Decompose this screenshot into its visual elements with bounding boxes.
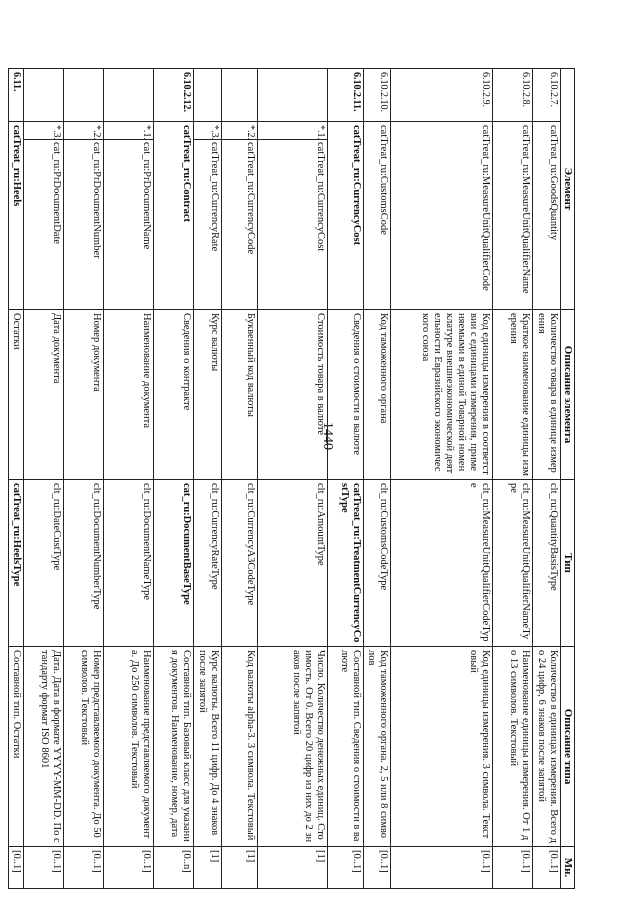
type-cell: cat_ru:DocumentBaseType — [154, 480, 194, 647]
element-desc-cell: Остатки — [9, 310, 24, 480]
type-cell: catTreat_ru:HeelsType — [9, 480, 24, 647]
header-mult: Мн. — [561, 847, 575, 889]
table-row — [493, 69, 533, 889]
element-desc-cell: Номер документа — [64, 310, 104, 480]
element-name-cell: catTreat_ru:GoodsQuantity — [533, 122, 561, 310]
sub-number-cell: *.1. — [258, 122, 328, 140]
element-name-cell: catTreat_ru:CurrencyCode — [222, 140, 258, 310]
row-number-cell — [104, 69, 154, 122]
sub-number-cell: *.1. — [104, 122, 154, 140]
type-desc-cell: Наименование единицы измерения. От 1 до 13 символов. Текстовый — [493, 647, 533, 847]
type-cell: clt_ru:CustomsCodeType — [364, 480, 391, 647]
mult-cell: [1] — [194, 847, 222, 889]
type-desc-cell: Код единицы измерения. 3 символа. Текстовый — [391, 647, 493, 847]
type-desc-cell: Наименование представляемого документа. До 250 символов. Текстовый — [104, 647, 154, 847]
type-cell: clt_ru:QuantityBasisType — [533, 480, 561, 647]
row-number-cell — [222, 69, 258, 122]
spec-table — [8, 68, 575, 889]
mult-cell: [0..1] — [533, 847, 561, 889]
mult-cell: [0..1] — [364, 847, 391, 889]
row-number-cell: 6.10.2.9. — [391, 69, 493, 122]
type-desc-cell: Курс валюты. Всего 11 цифр. До 4 знаков после запятой — [194, 647, 222, 847]
table-row — [364, 69, 391, 889]
element-name-cell: cat_ru:PrDocumentName — [104, 140, 154, 310]
table-body — [9, 69, 561, 889]
table-row — [104, 69, 154, 889]
element-desc-cell: Краткое наименование единицы измерения — [493, 310, 533, 480]
type-desc-cell: Составной тип. Остатки — [9, 647, 24, 847]
type-desc-cell: Число. Количество денежных единиц. Стоимость. От 0. Всего 20 цифр из них до 2 знаков после запятой — [258, 647, 328, 847]
row-number-cell — [24, 69, 64, 122]
table-row — [391, 69, 493, 889]
type-desc-cell: Дата. Дата в формате YYYY-MM-DD. По стандарту формат ISO 8601 — [24, 647, 64, 847]
element-desc-cell: Дата документа — [24, 310, 64, 480]
element-desc-cell: Стоимость товара в валюте — [258, 310, 328, 480]
row-number-cell — [64, 69, 104, 122]
element-desc-cell: Буквенный код валюты — [222, 310, 258, 480]
element-desc-cell: Наименование документа — [104, 310, 154, 480]
sub-number-cell: *.3. — [194, 122, 222, 140]
sub-number-cell: *.2. — [222, 122, 258, 140]
element-desc-cell: Количество товара в единице измерения — [533, 310, 561, 480]
row-number-cell: 6.10.2.7. — [533, 69, 561, 122]
table-row — [64, 69, 104, 889]
mult-cell: [0..1] — [104, 847, 154, 889]
type-desc-cell: Код валюты alpha-3. 3 символа. Текстовый — [222, 647, 258, 847]
element-desc-cell: Код таможенного органа — [364, 310, 391, 480]
type-cell: catTreat_ru:TreatmentCurrencyCostType — [328, 480, 364, 647]
element-desc-cell: Курс валюты — [194, 310, 222, 480]
element-name-cell: catTreat_ru:CurrencyRate — [194, 140, 222, 310]
table-row — [222, 69, 258, 889]
element-name-cell: catTreat_ru:CurrencyCost — [258, 140, 328, 310]
header-type-desc: Описание типа — [561, 647, 575, 847]
header-element-desc: Описание элемента — [561, 310, 575, 480]
type-cell: clt_ru:DateCustType — [24, 480, 64, 647]
type-cell: clt_ru:MeasureUnitQualifierNameType — [493, 480, 533, 647]
mult-cell: [1] — [258, 847, 328, 889]
mult-cell: [0..1] — [24, 847, 64, 889]
table-row — [154, 69, 194, 889]
type-desc-cell: Код таможенного органа. 2, 5 или 8 символов — [364, 647, 391, 847]
table-row — [258, 69, 328, 889]
element-desc-cell: Сведения о стоимости в валюте — [328, 310, 364, 480]
mult-cell: [0..1] — [64, 847, 104, 889]
element-desc-cell: Код единицы измерения в соответствии с единицами измерения, применяемыми в единой Товарной номенклатуре внешнеэкономической деятельности Евразийского экономического союза — [391, 310, 493, 480]
type-desc-cell: Номер представляемого документа. До 50 символов. Текстовый — [64, 647, 104, 847]
table-row — [328, 69, 364, 889]
row-number-cell — [258, 69, 328, 122]
element-name-cell: catTreat_ru:Heels — [9, 122, 24, 310]
mult-cell: [0..1] — [493, 847, 533, 889]
row-number-cell: 6.10.2.12. — [154, 69, 194, 122]
type-cell: clt_ru:MeasureUnitQualifierCodeType — [391, 480, 493, 647]
type-cell: clt_ru:CurrencyRateType — [194, 480, 222, 647]
table-row — [533, 69, 561, 889]
element-name-cell: catTreat_ru:MeasureUnitQualifierName — [493, 122, 533, 310]
element-name-cell: cat_ru:PrDocumentNumber — [64, 140, 104, 310]
table-row — [9, 69, 24, 889]
sub-number-cell: *.3. — [24, 122, 64, 140]
sub-number-cell: *.2. — [64, 122, 104, 140]
type-cell: clt_ru:AmountType — [258, 480, 328, 647]
type-cell: clt_ru:DocumentNumberType — [64, 480, 104, 647]
table-header-row — [561, 69, 575, 889]
mult-cell: [1] — [222, 847, 258, 889]
type-desc-cell: Составной тип. Сведения о стоимости в валюте — [328, 647, 364, 847]
row-number-cell: 6.10.2.10. — [364, 69, 391, 122]
mult-cell: [0..1] — [9, 847, 24, 889]
row-number-cell: 6.10.2.8. — [493, 69, 533, 122]
row-number-cell: 6.11. — [9, 69, 24, 122]
page-number: 1440 — [320, 422, 335, 450]
type-desc-cell: Количество в единицах измерения. Всего до 24 цифр, 6 знаков после запятой — [533, 647, 561, 847]
header-element: Элемент — [561, 69, 575, 310]
type-cell: clt_ru:DocumentNameType — [104, 480, 154, 647]
row-number-cell — [194, 69, 222, 122]
element-desc-cell: Сведения о контракте — [154, 310, 194, 480]
mult-cell: [0..n] — [154, 847, 194, 889]
table-row — [24, 69, 64, 889]
header-type: Тип — [561, 480, 575, 647]
mult-cell: [0..1] — [391, 847, 493, 889]
element-name-cell: catTreat_ru:CurrencyCost — [328, 122, 364, 310]
table-row — [194, 69, 222, 889]
row-number-cell: 6.10.2.11. — [328, 69, 364, 122]
element-name-cell: catTreat_ru:Contract — [154, 122, 194, 310]
element-name-cell: catTreat_ru:MeasureUnitQualifierCode — [391, 122, 493, 310]
type-desc-cell: Составной тип. Базовый класс для указания документов. Наименование, номер, дата — [154, 647, 194, 847]
mult-cell: [0..1] — [328, 847, 364, 889]
element-name-cell: catTreat_ru:CustomsCode — [364, 122, 391, 310]
document-table-rotated — [11, 68, 575, 888]
type-cell: clt_ru:CurrencyA3CodeType — [222, 480, 258, 647]
element-name-cell: cat_ru:PrDocumentDate — [24, 140, 64, 310]
